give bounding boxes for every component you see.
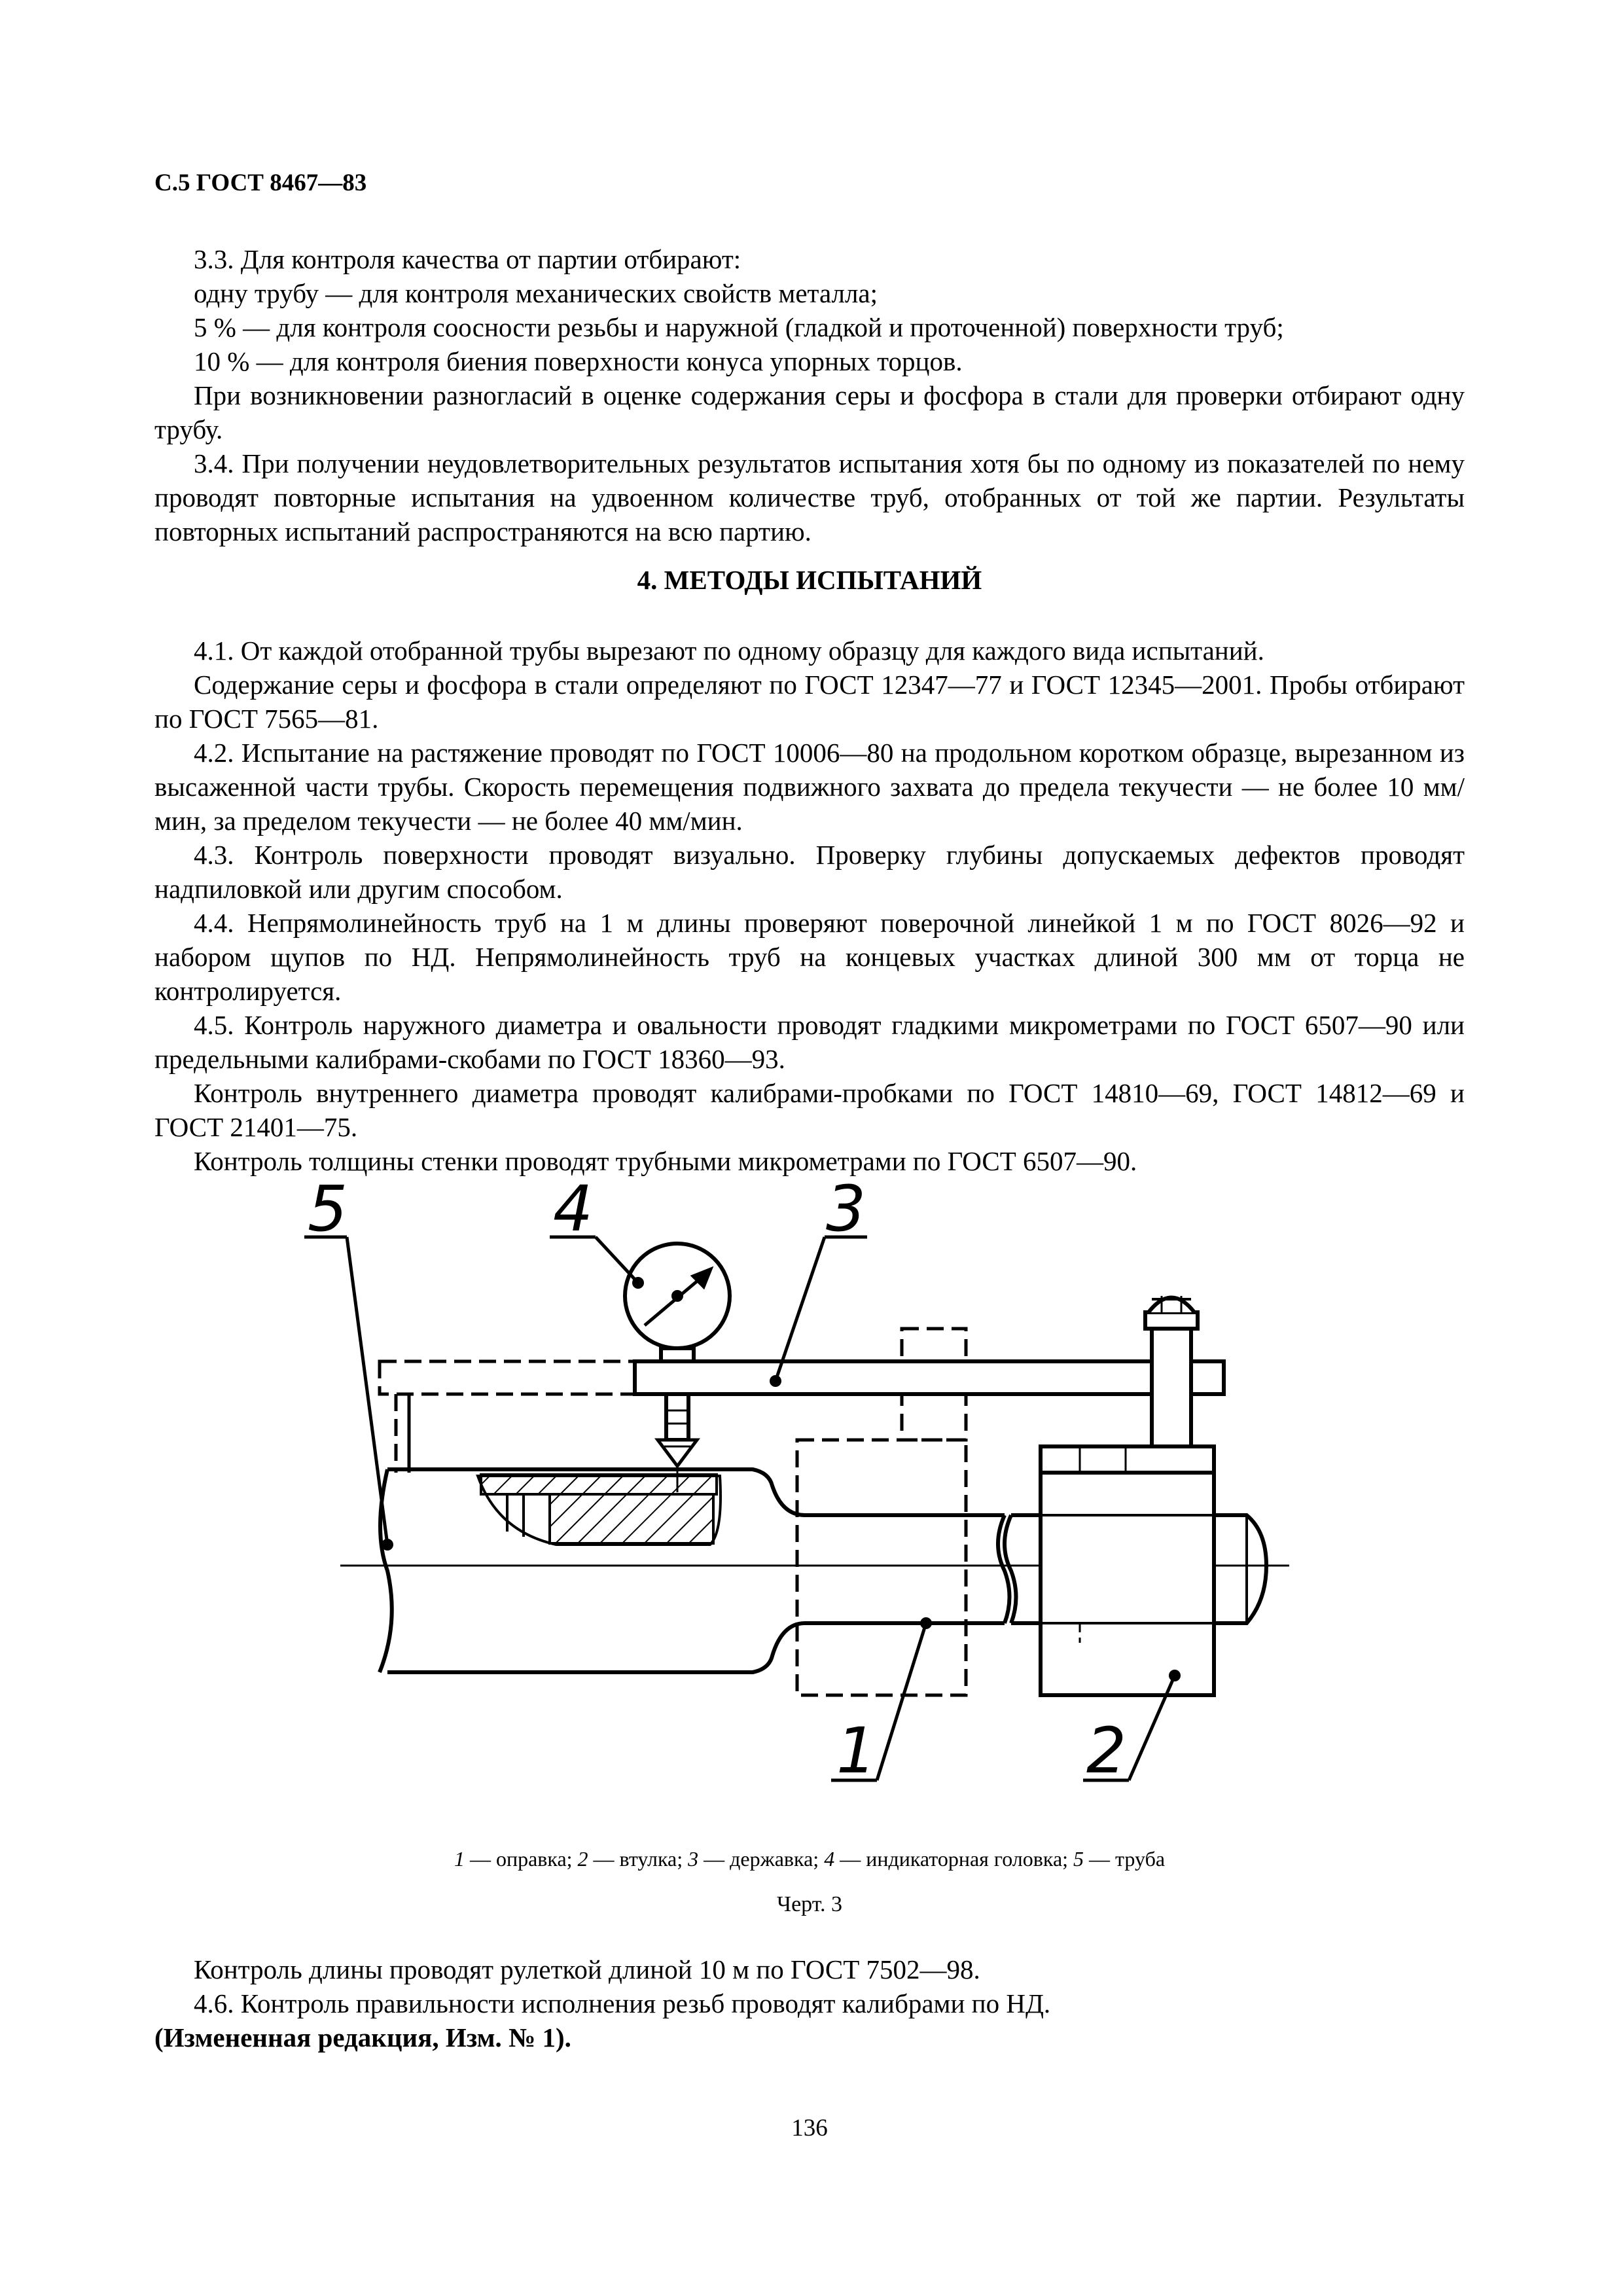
bushing [1041, 1446, 1214, 1695]
caption-num-3: 3 [688, 1847, 699, 1871]
section-3-text [154, 242, 1465, 548]
mandrel-outline [797, 1440, 966, 1695]
paragraph-4-5-b: Контроль внутреннего диаметра проводят калибрами-пробками по ГОСТ 14810—69, ГОСТ 14812—69 и ГОСТ 21401—75. [154, 1078, 1465, 1142]
page-header: С.5 ГОСТ 8467—83 [154, 170, 367, 196]
callout-1: 1 [836, 1714, 877, 1787]
paragraph-4-1: 4.1. От каждой отобранной трубы вырезают по одному образцу для каждого вида испытаний. [194, 636, 1264, 666]
caption-num-4: 4 [824, 1847, 835, 1871]
paragraph-4-3: 4.3. Контроль поверхности проводят визуально. Проверку глубины допускаемых дефектов проводят надпиловкой или другим способом. [154, 840, 1465, 904]
caption-text-4: — индикаторная головка; [834, 1847, 1074, 1871]
paragraph-3-3-b: 5 % — для контроля соосности резьбы и наружной (гладкой и проточенной) поверхности труб; [194, 312, 1284, 342]
edition-note: (Измененная редакция, Изм. № 1). [154, 2022, 571, 2053]
figure-caption [154, 1844, 1465, 1873]
caption-text-1: — оправка; [464, 1847, 578, 1871]
paragraph-3-3-a: одну трубу — для контроля механических свойств металла; [194, 278, 878, 308]
section-4-text [154, 634, 1465, 1178]
paragraph-4-5-c: Контроль толщины стенки проводят трубными микрометрами по ГОСТ 6507—90. [194, 1146, 1137, 1176]
holder-bar [635, 1361, 1224, 1394]
caption-text-2: — втулка; [588, 1847, 688, 1871]
paragraph-length: Контроль длины проводят рулеткой длиной 10 м по ГОСТ 7502—98. [194, 1954, 980, 1984]
section-4-heading: 4. МЕТОДЫ ИСПЫТАНИЙ [637, 565, 982, 595]
paragraph-3-3: 3.3. Для контроля качества от партии отбирают: [194, 244, 741, 274]
paragraph-3-4: 3.4. При получении неудовлетворительных результатов испытания хотя бы по одному из показателей по нему проводят повторные испытания на удвоенном количестве труб, отобранных от той же партии. Результаты повторных испытаний распространяются на всю партию. [154, 448, 1465, 547]
paragraph-4-1-b: Содержание серы и фосфора в стали определяют по ГОСТ 12347—77 и ГОСТ 12345—2001. Пробы отбирают по ГОСТ 7565—81. [154, 670, 1465, 734]
callout-2: 2 [1086, 1714, 1127, 1787]
page-number: 136 [791, 2115, 828, 2142]
paragraph-4-5: 4.5. Контроль наружного диаметра и овальности проводят гладкими микрометрами по ГОСТ 6507—90 или предельными калибрами-скобами по ГОСТ 18360—93. [154, 1010, 1465, 1074]
leader-5 [347, 1237, 387, 1545]
callout-5: 5 [308, 1172, 348, 1246]
caption-text-5: — труба [1084, 1847, 1166, 1871]
hatched-section-core [550, 1494, 713, 1543]
technical-drawing [0, 1165, 1623, 1820]
caption-num-1: 1 [454, 1847, 465, 1871]
leader-4 [596, 1237, 638, 1283]
callout-3: 3 [826, 1172, 866, 1246]
indicator-stem [666, 1394, 688, 1440]
caption-text-3: — державка; [698, 1847, 825, 1871]
indicator-tip [658, 1440, 697, 1466]
after-figure-text [154, 1952, 1465, 2054]
caption-num-5: 5 [1073, 1847, 1084, 1871]
paragraph-4-2: 4.2. Испытание на растяжение проводят по ГОСТ 10006—80 на продольном коротком образце, вырезанном из высаженной части трубы. Скорость перемещения подвижного захвата до предела текучести — не более 10 мм/мин, за пределом текучести — не более 40 мм/мин. [154, 738, 1465, 836]
hatched-section-top [481, 1475, 717, 1494]
leader-1 [877, 1623, 926, 1780]
figure-3-drawing [0, 1165, 1623, 1820]
paragraph-4-6: 4.6. Контроль правильности исполнения резьб проводят калибрами по НД. [194, 1988, 1051, 2018]
figure-label: Черт. 3 [776, 1892, 843, 1916]
paragraph-4-4: 4.4. Непрямолинейность труб на 1 м длины проверяют поверочной линейкой 1 м по ГОСТ 8026—92 и набором щупов по НД. Непрямолинейность труб на концевых участках длиной 300 мм от торца не контролируется. [154, 908, 1465, 1006]
holder-dashed [380, 1361, 641, 1394]
caption-num-2: 2 [577, 1847, 588, 1871]
paragraph-3-3-d: При возникновении разногласий в оценке содержания серы и фосфора в стали для проверки отбирают одну трубу. [154, 380, 1465, 444]
callout-4: 4 [553, 1172, 594, 1246]
paragraph-3-3-c: 10 % — для контроля биения поверхности конуса упорных торцов. [194, 346, 963, 376]
